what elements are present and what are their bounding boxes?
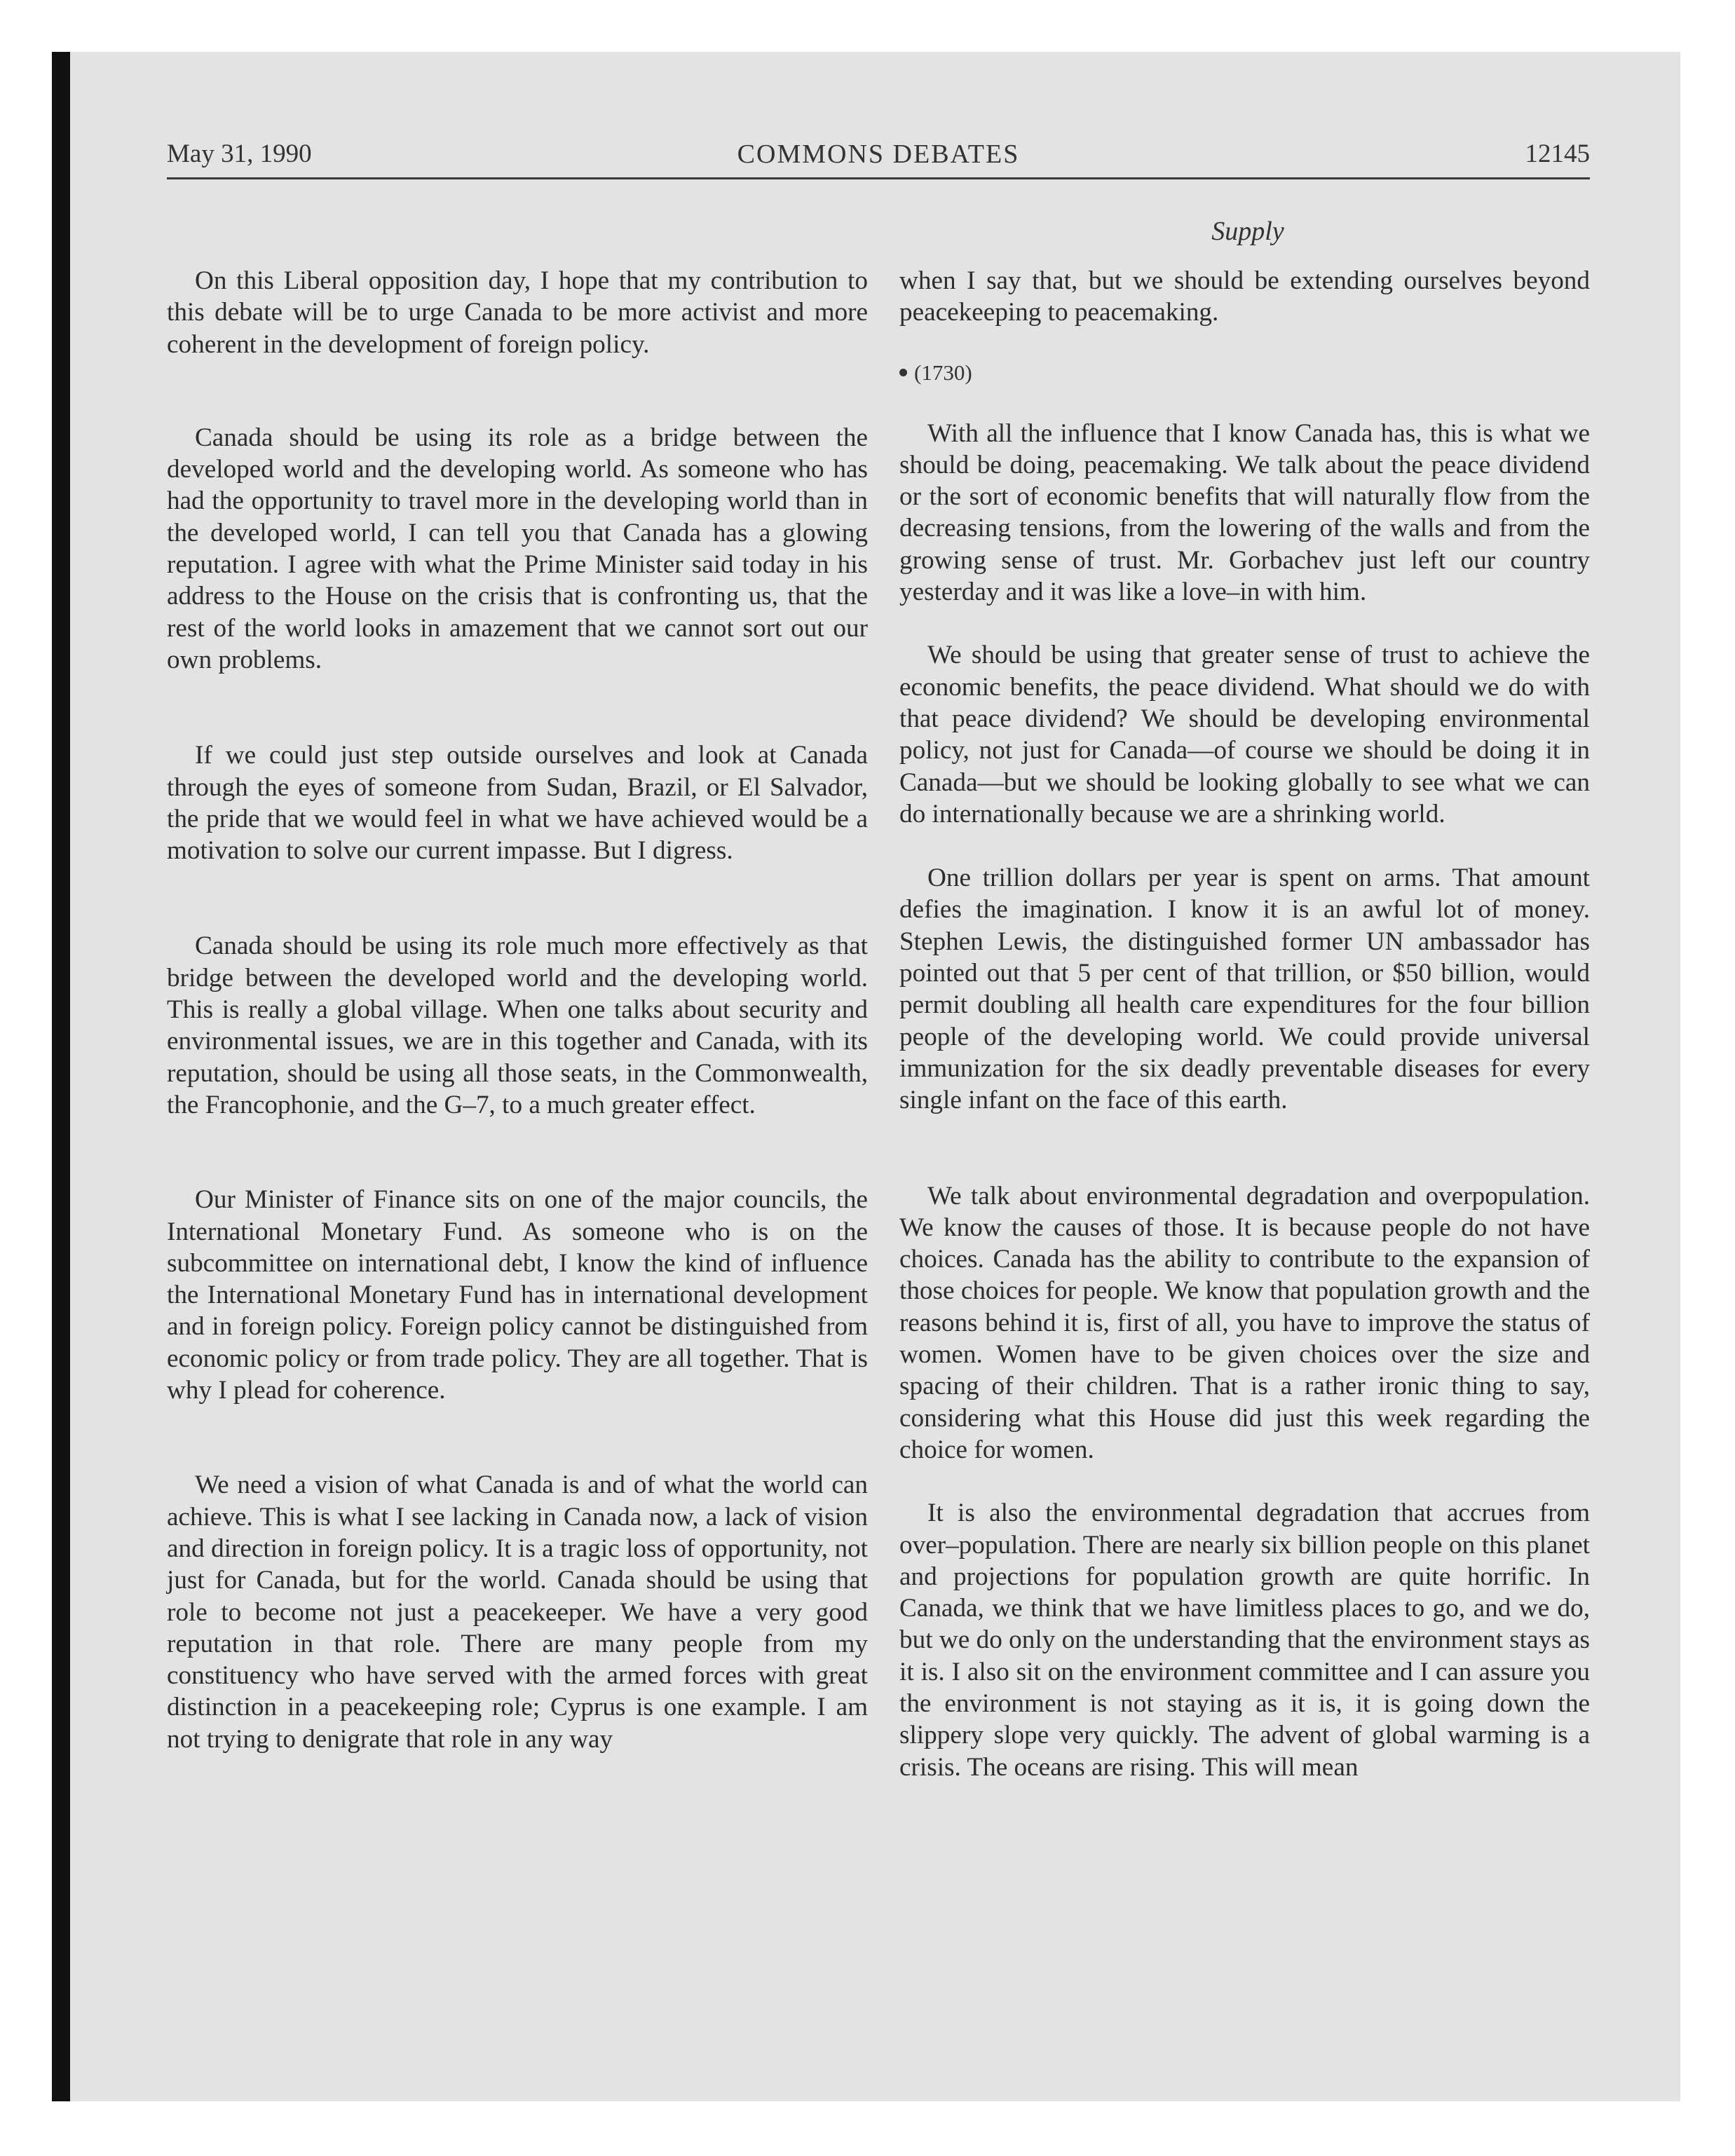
left-column xyxy=(167,265,868,1755)
paragraph: We should be using that greater sense of trust to achieve the economic benefits, the peace dividend. What should we do with that peace dividend? We should be developing environmental policy, not just for Canada—of course we should be doing it in Canada—but we should be looking globally to see what we can do internationally because we are a shrinking world. xyxy=(899,641,1590,828)
scan-binding-edge xyxy=(52,52,70,2101)
header-date: May 31, 1990 xyxy=(167,139,312,168)
paragraph: It is also the environmental degradation that accrues from over–population. There are nearly six billion people on this planet and projections for population growth are quite horrific. In Canada, we think that we have limitless places to go, and we do, but we do only on the understanding that the environment stays as it is. I also sit on the environment committee and I can assure you the environment is not staying as it is, it is going down the slippery slope very quickly. The advent of global warming is a crisis. The oceans are rising. This will mean xyxy=(899,1499,1590,1782)
paragraph: We need a vision of what Canada is and of what the world can achieve. This is what I see lacking in Canada now, a lack of vision and direction in foreign policy. It is a tragic loss of opportunity, not just for Canada, but for the world. Canada should be using that role to become not just a peacekeeper. We have a very good reputation in that role. There are many people from my constituency who have served with the armed forces with great distinction in a peacekeeping role; Cyprus is one example. I am not trying to denigrate that role in any way xyxy=(167,1471,868,1754)
paragraph: If we could just step outside ourselves and look at Canada through the eyes of someone from Sudan, Brazil, or El Salvador, the pride that we would feel in what we have achieved would be a motivation to solve our current impasse. But I digress. xyxy=(167,741,868,866)
bullet-icon xyxy=(899,369,907,376)
paragraph: Canada should be using its role much more effectively as that bridge between the developed world and the developing world. This is really a global village. When one talks about security and environmental issues, we are in this together and Canada, with its reputation, should be using all those seats, in the Commonwealth, the Francophonie, and the G–7, to a much greater effect. xyxy=(167,932,868,1119)
running-header xyxy=(167,139,1590,174)
paragraph-continuation: when I say that, but we should be extending ourselves beyond peacekeeping to peacemaking. xyxy=(899,266,1590,327)
paragraph: We talk about environmental degradation and overpopulation. We know the causes of those. It is because people do not have choices. Canada has the ability to contribute to the expansion of those choices for people. We know that population growth and the reasons behind it is, first of all, you have to improve the status of women. Women have to be given choices over the size and spacing of their children. That is a rather ironic thing to say, considering what this House did just this week regarding the choice for women. xyxy=(899,1181,1590,1464)
paragraph: One trillion dollars per year is spent on arms. That amount defies the imagination. I know it is an awful lot of money. Stephen Lewis, the distinguished former UN ambassador has pointed out that 5 per cent of that trillion, or $50 billion, would permit doubling all health care expenditures for the four billion people of the developing world. We could provide universal immunization for the six deadly preventable diseases for every single infant on the face of this earth. xyxy=(899,864,1590,1115)
paragraph: With all the influence that I know Canada has, this is what we should be doing, peacemaking. We talk about the peace dividend or the sort of economic benefits that will naturally flow from the decreasing tensions, from the lowering of the walls and from the growing sense of trust. Mr. Gorbachev just left our country yesterday and it was like a love–in with him. xyxy=(899,418,1590,607)
right-column xyxy=(899,265,1590,1783)
header-rule xyxy=(167,177,1590,179)
time-marker xyxy=(899,357,1590,388)
header-title: COMMONS DEBATES xyxy=(737,139,1020,169)
paragraph: On this Liberal opposition day, I hope that my contribution to this debate will be to urge Canada to be more activist and more coherent in the development of foreign policy. xyxy=(167,266,868,359)
paragraph: Our Minister of Finance sits on one of the major councils, the International Monetary Fund. As someone who is on the subcommittee on international debt, I know the kind of influence the International Monetary Fund has in international development and in foreign policy. Foreign policy cannot be distinguished from economic policy or from trade policy. They are all together. That is why I plead for coherence. xyxy=(167,1185,868,1405)
section-label: Supply xyxy=(1211,217,1284,246)
time-marker-text: (1730) xyxy=(914,360,972,385)
paragraph: Canada should be using its role as a bridge between the developed world and the developing world. As someone who has had the opportunity to travel more in the developing world than in the developed world, I can tell you that Canada has a glowing reputation. I agree with what the Prime Minister said today in his address to the House on the crisis that is confronting us, that the rest of the world looks in amazement that we cannot sort out our own problems. xyxy=(167,423,868,674)
page-number: 12145 xyxy=(1525,139,1590,168)
